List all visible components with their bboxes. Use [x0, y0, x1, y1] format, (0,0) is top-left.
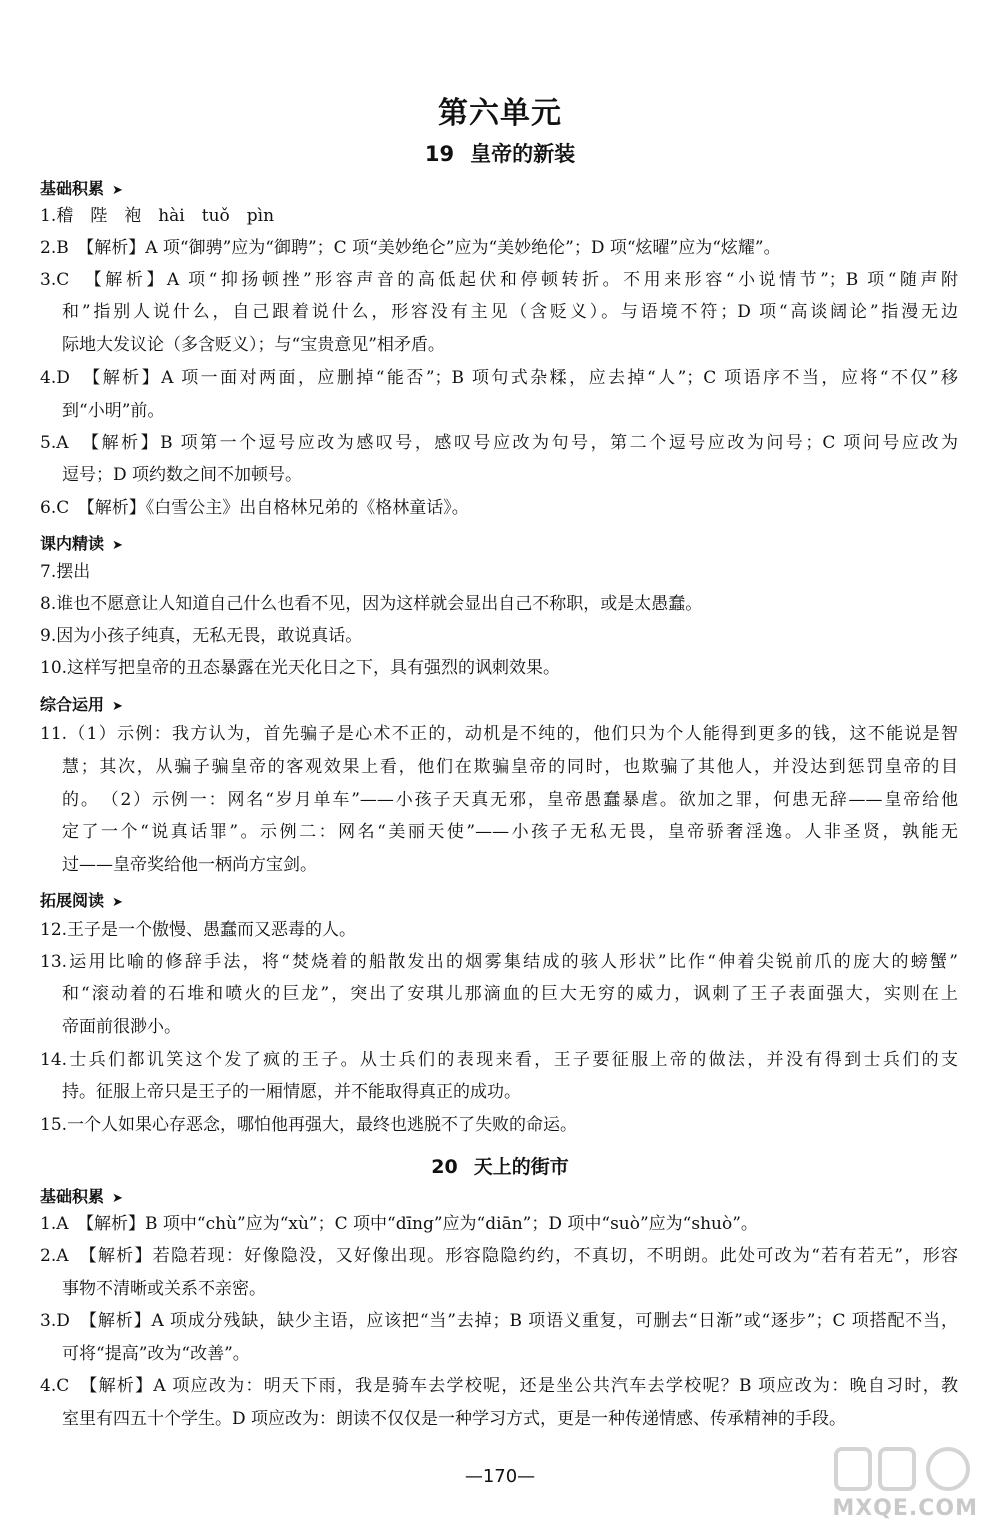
section-heading: 拓展阅读 ➤ — [40, 891, 123, 910]
answer-line: 的。 （2）示例一：网名“岁月单车”——小孩子天真无邪，皇帝愚蠢暴虐。欲加之罪，何患无辞——皇帝给他 — [62, 790, 958, 810]
answer-line: 4.D 【解析】A 项一面对两面，应删掉“能否”；B 项句式杂糅，应去掉“人”；C 项语序不当，应将“不仅”移 — [40, 368, 958, 388]
answer-line: 15.一个人如果心存恶念，哪怕他再强大，最终也逃脱不了失败的命运。 — [40, 1115, 578, 1135]
lesson-20-number: 20 — [431, 1156, 458, 1178]
answer-line: 2.B 【解析】A 项“御骋”应为“御聘”；C 项“美妙绝仑”应为“美妙绝伦”；D 项“炫曜”应为“炫耀”。 — [40, 238, 781, 258]
answer-line: 事物不清晰或关系不亲密。 — [62, 1279, 266, 1299]
answer-line: 过——皇帝奖给他一柄尚方宝剑。 — [62, 855, 317, 875]
watermark-text: MXQE.COM — [832, 1496, 978, 1521]
answer-line: 和”指别人说什么，自己跟着说什么，形容没有主见（含贬义）。与语境不符；D 项“高谈阔论”指漫无边 — [62, 302, 958, 322]
section-heading: 课内精读 ➤ — [40, 534, 123, 553]
answer-line: 12.王子是一个傲慢、愚蠢而又恶毒的人。 — [40, 920, 357, 940]
lesson-19-number: 19 — [424, 142, 455, 166]
answer-line: 14.士兵们都讥笑这个发了疯的王子。从士兵们的表现来看，王子要征服上帝的做法，并没有得到士兵们的支 — [40, 1050, 958, 1070]
lesson-19-title — [0, 138, 1000, 168]
section-heading: 基础积累 ➤ — [40, 179, 123, 198]
answer-line: 10.这样写把皇帝的丑态暴露在光天化日之下，具有强烈的讽刺效果。 — [40, 658, 561, 678]
answer-line: 7.摆出 — [40, 562, 91, 582]
answer-line: 8.谁也不愿意让人知道自己什么也看不见，因为这样就会显出自己不称职，或是太愚蠢。 — [40, 594, 703, 614]
answer-line: 4.C 【解析】A 项应改为：明天下雨，我是骑车去学校呢，还是坐公共汽车去学校呢？B 项应改为：晚自习时，教 — [40, 1376, 958, 1396]
answer-line: 11.（1）示例：我方认为，首先骗子是心术不正的，动机是不纯的，他们只为个人能得到更多的钱，这不能说是智 — [40, 724, 958, 744]
answer-line: 帝面前很渺小。 — [62, 1017, 181, 1037]
answer-line: 2.A 【解析】若隐若现：好像隐没，又好像出现。形容隐隐约约，不真切，不明朗。此处可改为“若有若无”，形容 — [40, 1246, 958, 1266]
watermark-logo — [832, 1443, 982, 1523]
answer-line: 6.C 【解析】《白雪公主》出自格林兄弟的《格林童话》。 — [40, 498, 469, 518]
lesson-19-name: 皇帝的新装 — [470, 142, 576, 166]
lesson-20-name: 天上的街市 — [473, 1156, 569, 1178]
lesson-20-title — [0, 1152, 1000, 1179]
answer-line: 5.A 【解析】B 项第一个逗号应改为感叹号，感叹号应改为句号，第二个逗号应改为问号；C 项问号应改为 — [40, 433, 958, 453]
answer-line: 到“小明”前。 — [62, 401, 165, 421]
answer-line: 13.运用比喻的修辞手法，将“焚烧着的船散发出的烟雾集结成的骇人形状”比作“伸着尖锐前爪的庞大的螃蟹” — [40, 952, 958, 972]
answer-line: 室里有四五十个学生。D 项应改为：朗读不仅仅是一种学习方式，更是一种传递情感、传承精神的手段。 — [62, 1409, 847, 1429]
answer-line: 1.A 【解析】B 项中“chù”应为“xù”；C 项中“dīng”应为“diān”；D 项中“suò”应为“shuò”。 — [40, 1214, 758, 1234]
unit-title: 第六单元 — [438, 96, 562, 131]
answer-line: 和“滚动着的石堆和喷火的巨龙”，突出了安琪儿那滴血的巨大无穷的威力，讽刺了王子表面强大，实则在上 — [62, 984, 958, 1004]
answer-line: 1.稽 陛 袍 hài tuǒ pìn — [40, 206, 275, 226]
answer-line: 3.D 【解析】A 项成分残缺，缺少主语，应该把“当”去掉；B 项语义重复，可删去“日渐”或“逐步”；C 项搭配不当， — [40, 1311, 958, 1331]
page-number: —170— — [464, 1466, 536, 1487]
answer-line: 定了一个“说真话罪”。示例二：网名“美丽天使”——小孩子无私无畏，皇帝骄奢淫逸。人非圣贤，孰能无 — [62, 822, 958, 842]
answer-line: 慧；其次，从骗子骗皇帝的客观效果上看，他们在欺骗皇帝的同时，也欺骗了其他人，并没达到惩罚皇帝的目 — [62, 757, 958, 777]
answer-line: 际地大发议论（多含贬义）；与“宝贵意见”相矛盾。 — [62, 335, 445, 355]
answer-line: 3.C 【解析】A 项“抑扬顿挫”形容声音的高低起伏和停顿转折。不用来形容“小说情节”；B 项“随声附 — [40, 270, 958, 290]
answer-line: 可将“提高”改为“改善”。 — [62, 1344, 250, 1364]
answer-line: 9.因为小孩子纯真，无私无畏，敢说真话。 — [40, 626, 363, 646]
section-heading: 基础积累 ➤ — [40, 1187, 123, 1206]
answer-line: 持。征服上帝只是王子的一厢情愿，并不能取得真正的成功。 — [62, 1082, 521, 1102]
answer-line: 逗号；D 项约数之间不加顿号。 — [62, 465, 303, 485]
section-heading: 综合运用 ➤ — [40, 695, 123, 714]
